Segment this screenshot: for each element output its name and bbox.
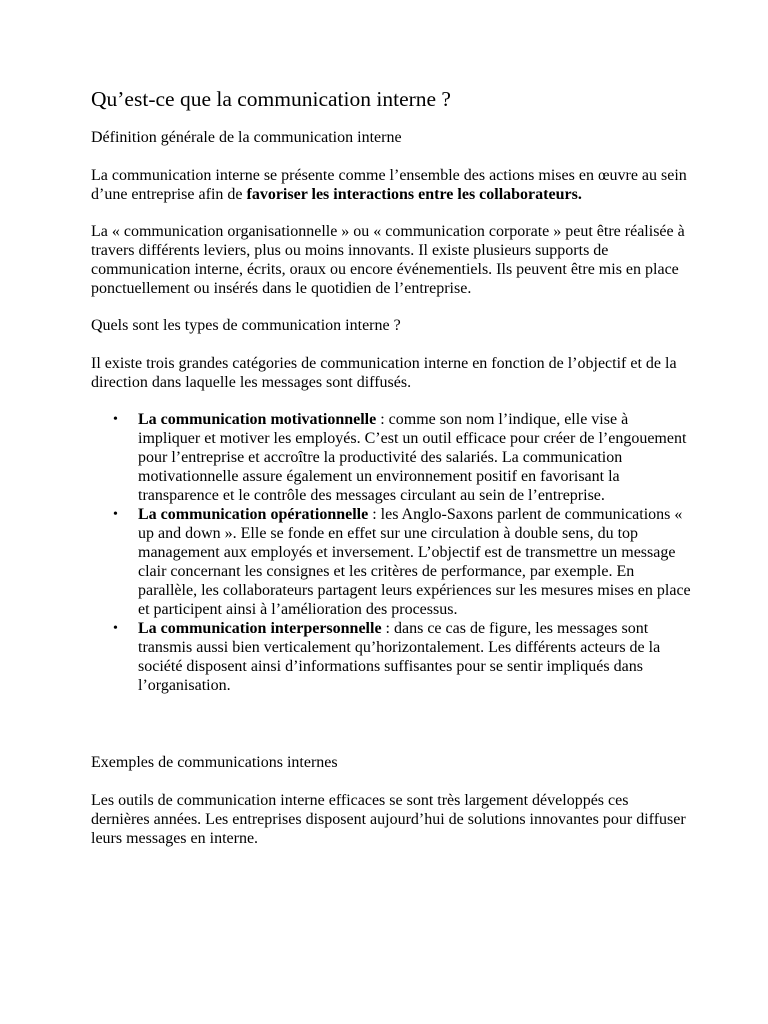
spacer (91, 695, 691, 753)
section-heading-types: Quels sont les types de communication interne ? (91, 317, 401, 334)
list-item-description: : dans ce cas de figure, les messages sont transmis aussi bien verticalement qu’horizontalement. Les différents acteurs de la société disposent ainsi d’informations suffisantes pour se sentir impliqués dans l’organisation. (138, 620, 661, 694)
definition-paragraph (91, 166, 691, 204)
types-intro-paragraph: Il existe trois grandes catégories de communication interne en fonction de l’objectif et de la direction dans laquelle les messages sont diffusés. (91, 355, 677, 391)
list-item (91, 619, 691, 695)
bullet-icon: • (113, 507, 118, 522)
list-item-term: La communication opérationnelle (138, 506, 369, 523)
section-heading-definition: Définition générale de la communication interne (91, 129, 402, 146)
definition-emphasis: favoriser les interactions entre les collaborateurs. (246, 186, 582, 203)
list-item-term: La communication motivationnelle (138, 411, 377, 428)
definition-text: La communication interne se présente comme l’ensemble des actions mises en œuvre au sein d’une entreprise afin de (91, 167, 687, 203)
types-list (91, 410, 691, 695)
list-item (91, 410, 691, 505)
list-item-description: : les Anglo-Saxons parlent de communications « up and down ». Elle se fonde en effet sur une circulation à double sens, du top management aux employés et inversement. L’objectif est de transmettre un message clair concernant les consignes et les critères de performance, par exemple. En parallèle, les collaborateurs partagent leurs expériences sur les mesures mises en place et participent ainsi à l’amélioration des processus. (138, 506, 691, 618)
list-item-term: La communication interpersonnelle (138, 620, 382, 637)
examples-paragraph: Les outils de communication interne efficaces se sont très largement développés ces dernières années. Les entreprises disposent aujourd’hui de solutions innovantes pour diffuser leurs messages en interne. (91, 792, 686, 847)
section-heading-examples: Exemples de communications internes (91, 754, 338, 771)
list-item-description: : comme son nom l’indique, elle vise à impliquer et motiver les employés. C’est un outil efficace pour créer de l’engouement pour l’entreprise et accroître la productivité des salariés. La communication motivationnelle assure également un environnement positif en favorisant la transparence et le contrôle des messages circulant au sein de l’entreprise. (138, 411, 687, 504)
organisational-paragraph: La « communication organisationnelle » ou « communication corporate » peut être réalisée à travers différents leviers, plus ou moins innovants. Il existe plusieurs supports de communication interne, écrits, oraux ou encore événementiels. Ils peuvent être mis en place ponctuellement ou insérés dans le quotidien de l’entreprise. (91, 223, 685, 297)
bullet-icon: • (113, 621, 118, 636)
document-page (91, 86, 691, 866)
bullet-icon: • (113, 412, 118, 427)
page-title: Qu’est-ce que la communication interne ? (91, 87, 451, 111)
list-item (91, 505, 691, 619)
